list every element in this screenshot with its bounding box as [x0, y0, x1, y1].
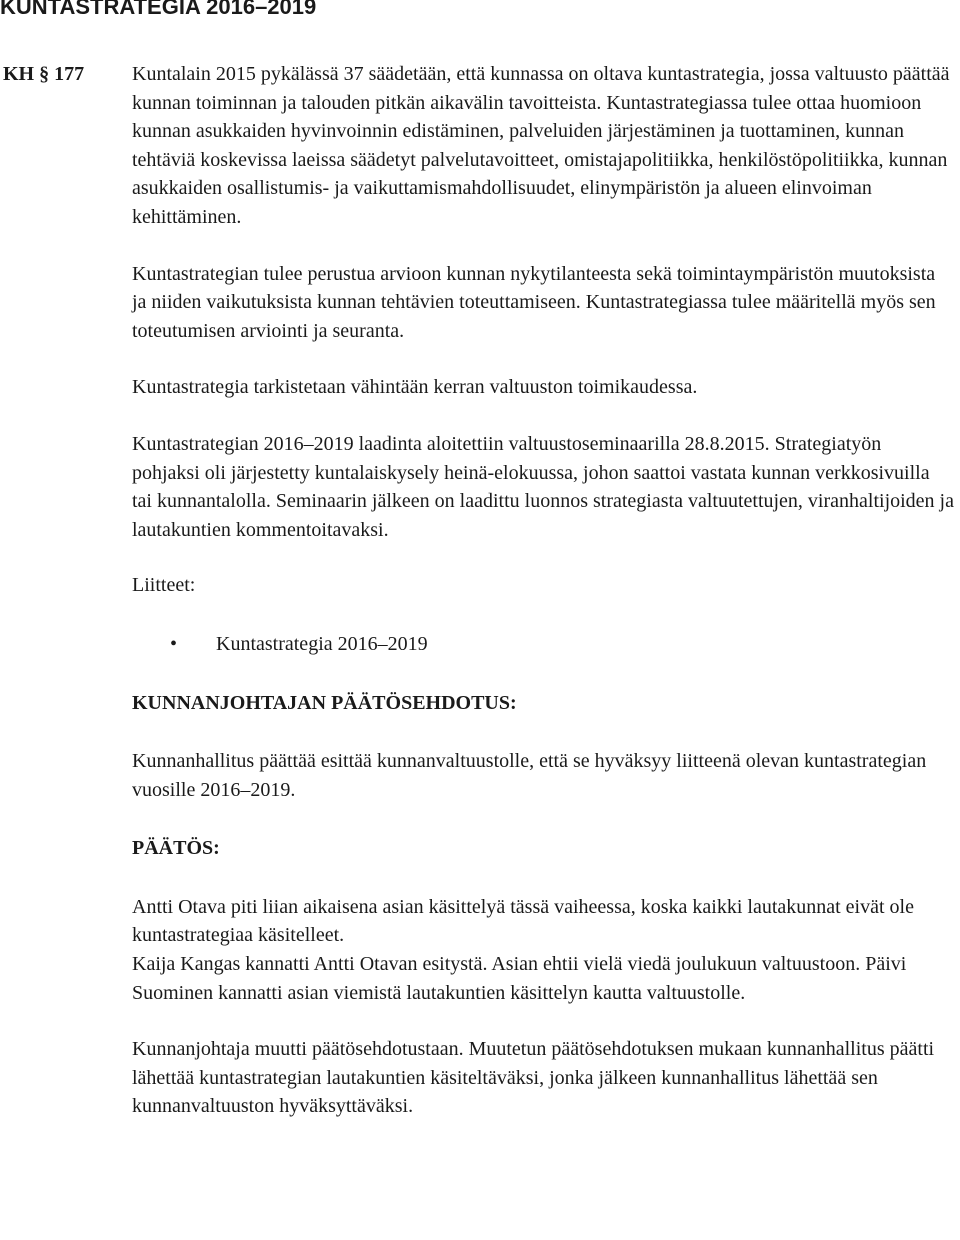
decision-line-1: Antti Otava piti liian aikaisena asian käsittelyä tässä vaiheessa, koska kaikki lautakunnat eivät ole kuntastrategiaa käsitelleet. [132, 895, 914, 947]
proposal-heading: KUNNANJOHTAJAN PÄÄTÖSEHDOTUS: [132, 691, 517, 714]
decision-heading: PÄÄTÖS: [132, 837, 220, 860]
attachment-title: Kuntastrategia 2016–2019 [216, 632, 428, 655]
decision-final: Kunnanjohtaja muutti päätösehdotustaan. Muutetun päätösehdotuksen mukaan kunnanhallitus päätti lähettää kuntastrategian lautakuntien käsiteltäväksi, jonka jälkeen kunnanhallitus lähettää sen kunnanvaltuuston hyväksyttäväksi. [132, 1038, 935, 1118]
attachments-list [132, 630, 954, 659]
paragraph-strategy-basis: Kuntastrategian tulee perustua arvioon kunnan nykytilanteesta sekä toimintaympäristön muutoksista ja niiden vaikutuksista kunnan tehtävien toteuttamiseen. Kuntastrategiassa tulee määritellä myös sen toteutumisen arviointi ja seuranta. [132, 262, 936, 342]
decision-line-2: Kaija Kangas kannatti Antti Otavan esitystä. Asian ehtii vielä viedä joulukuun valtuustoon. Päivi Suominen kannatti asian viemistä lautakuntien käsittelyn kautta valtuustolle. [132, 953, 907, 1004]
paragraph-review: Kuntastrategia tarkistetaan vähintään kerran valtuuston toimikaudessa. [132, 376, 698, 399]
attachments-label: Liitteet: [132, 574, 196, 597]
page-header: KUNTASTRATEGIA 2016–2019 [0, 0, 317, 19]
proposal-text: Kunnanhallitus päättää esittää kunnanvaltuustolle, että se hyväksyy liitteenä olevan kuntastrategian vuosille 2016–2019. [132, 750, 927, 801]
attachment-item [132, 630, 954, 659]
paragraph-legal-basis: Kuntalain 2015 pykälässä 37 säädetään, että kunnassa on oltava kuntastrategia, jossa valtuusto päättää kunnan toiminnan ja talouden pitkän aikavälin tavoitteista. Kuntastrategiassa tulee ottaa huomioon kunnan asukkaiden hyvinvoinnin edistäminen, palveluiden järjestäminen ja tuottaminen, kunnan tehtäviä koskevissa laeissa säädetyt palvelutavoitteet, omistajapolitiikka, henkilöstöpolitiikka, kunnan asukkaiden osallistumis- ja vaikuttamismahdollisuudet, elinympäristön ja alueen elinvoiman kehittäminen. [132, 63, 950, 228]
bullet-icon: • [170, 632, 178, 655]
section-label: KH § 177 [3, 63, 85, 85]
document-body [132, 60, 954, 1121]
paragraph-preparation: Kuntastrategian 2016–2019 laadinta aloitettiin valtuustoseminaarilla 28.8.2015. Strategiatyön pohjaksi oli järjestetty kuntalaiskysely heinä-elokuussa, johon saattoi vastata kunnan verkkosivuilla tai kunnantalolla. Seminaarin jälkeen on laadittu luonnos strategiasta valtuutettujen, viranhaltijoiden ja lautakuntien kommentoitavaksi. [132, 432, 954, 541]
